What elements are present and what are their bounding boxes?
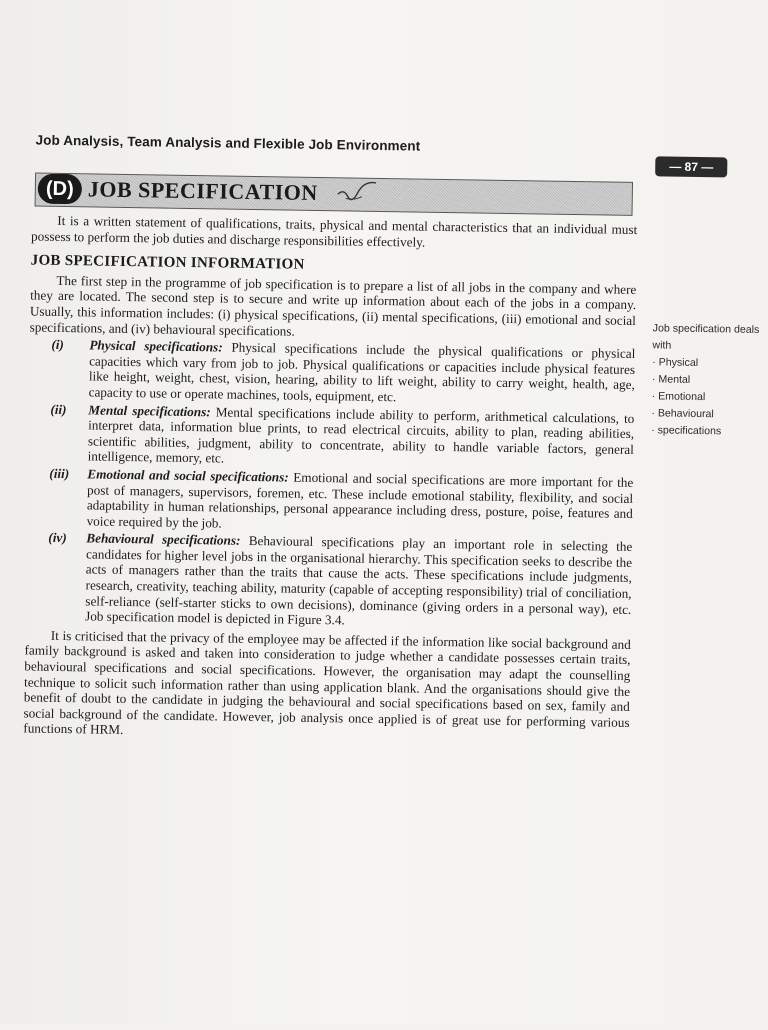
list-text: Behavioural specifications play an important role in selecting the candidates for higher level jobs in the organisational hierarchy. This specification seeks to describe the acts of managers rather than the traits that cause the acts. These specifications include judgments, research, creativity, teaching ability, maturity (capable of accepting responsibility) trial of conciliation, self-reliance (self-starter sticks to own decisions), dominance (giving orders in a personal way), etc. Job specification model is depicted in Figure 3.4.: [85, 533, 633, 628]
section-banner: [35, 173, 633, 216]
intro-paragraph: It is a written statement of qualifications, traits, physical and mental characteristics that an individual must possess to perform the job duties and discharge responsibilities effectively.: [30, 212, 638, 250]
checkmark-doodle-icon: [336, 178, 378, 207]
list-item: [25, 530, 632, 633]
list-number: (ii): [50, 401, 67, 417]
list-text: Physical specifications include the physical qualifications or physical capacities which vary from job to job. Physical qualifications or capacities include physical features like height, weight, chest, vision, hearing, ability to lift weight, ability to carry weight, health, age, capacity to use or operate machines, tools, equipment, etc.: [88, 339, 636, 405]
list-item: [28, 401, 635, 473]
section-paragraph: The first step in the programme of job specification is to prepare a list of all jobs in the company and where they are located. The second step is to secure and write up information about each of the jobs in a company. Usually, this information includes: (i) physical specifications, (ii) mental specifications, (iii) emotional and social specifications, and (iv) behavioural specifications.: [29, 272, 637, 339]
list-number: (iii): [49, 465, 70, 482]
margin-note-item: · Behavioural: [651, 405, 761, 424]
margin-note-item: · specifications: [651, 422, 761, 441]
list-item: [29, 337, 636, 409]
section-title: JOB SPECIFICATION: [87, 176, 318, 205]
list-term: Emotional and social specifications:: [87, 466, 289, 485]
running-header: Job Analysis, Team Analysis and Flexible Job Environment: [35, 132, 421, 154]
specification-list: [25, 337, 635, 633]
margin-note-item: · Emotional: [652, 388, 762, 407]
list-text: Mental specifications include ability to perform, arithmetical calculations, to interpret data, information blue prints, to read electrical circuits, ability to plan, reading abilities, scientific abilities, judgment, ability to concentrate, ability to handle variable factors, general intelligence, memory, etc.: [87, 403, 635, 466]
list-text: Emotional and social specifications are more important for the post of managers, supervisors, foremen, etc. These include emotional stability, flexibility, and social adaptability in human relationships, personal appearance including dress, posture, poise, features and voice required by the job.: [86, 469, 634, 531]
main-text: [23, 212, 637, 745]
section-heading: JOB SPECIFICATION INFORMATION: [30, 252, 305, 273]
margin-note-item: · Mental: [652, 371, 762, 390]
page-number-badge: — 87 —: [655, 156, 727, 177]
list-number: (iv): [48, 530, 67, 546]
list-number: (i): [51, 336, 64, 353]
margin-note: [651, 320, 763, 441]
closing-paragraph: It is criticised that the privacy of the employee may be affected if the information like social background and family background is asked and taken into consideration to judge whether a candidate possesses certain traits, behavioural specifications and social specifications. However, the organisation may adapt the counselling technique to solicit such information rather than using application blank. And the organisations should give the benefit of doubt to the candidate in judging the behavioural and social specifications based on sex, family and social background of the candidate. However, job analysis once applied is of great use for performing various functions of HRM.: [23, 627, 631, 738]
margin-note-item: · Physical: [652, 354, 762, 373]
section-letter-badge: (D): [38, 174, 82, 205]
list-term: Mental specifications:: [88, 401, 211, 419]
margin-note-title: Job specification deals with: [652, 322, 760, 352]
margin-note-list: [651, 354, 762, 441]
list-term: Physical specifications:: [89, 337, 223, 355]
list-term: Behavioural specifications:: [86, 530, 241, 549]
list-item: [27, 465, 634, 537]
